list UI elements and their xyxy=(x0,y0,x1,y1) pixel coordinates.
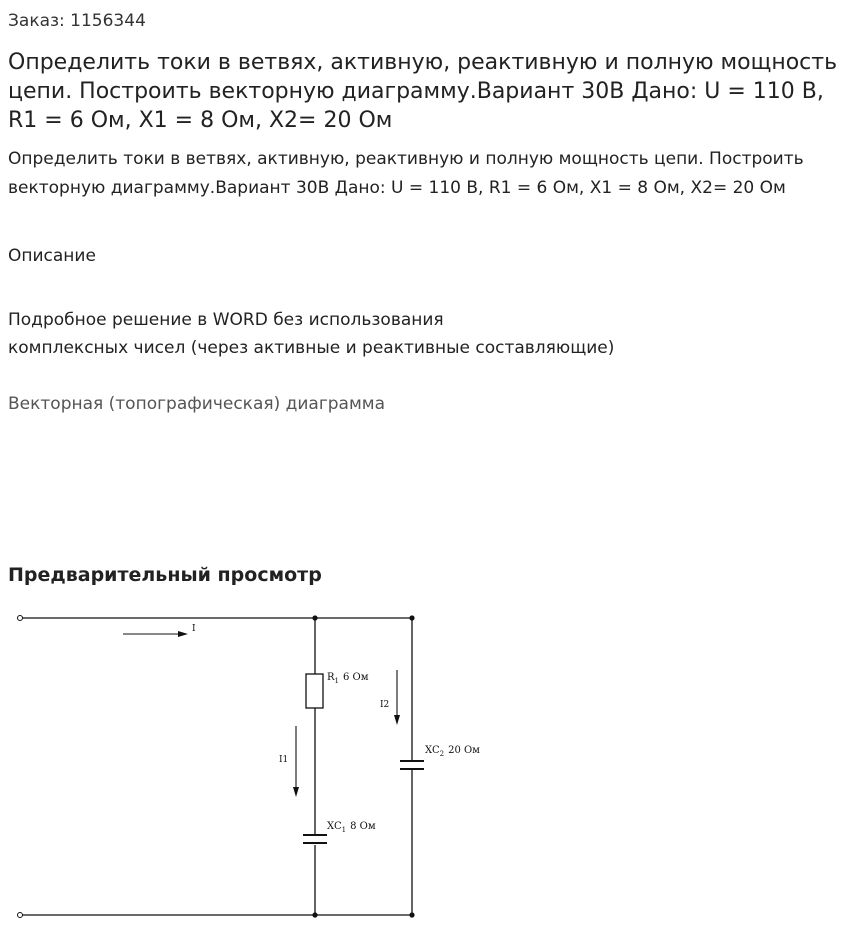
order-number: Заказ: 1156344 xyxy=(8,11,146,31)
capacitor-xc1 xyxy=(303,835,327,843)
node-top-right xyxy=(409,615,414,620)
terminal-bottom xyxy=(18,913,23,918)
description-line-1: Подробное решение в WORD без использования xyxy=(8,310,444,330)
resistor-r1 xyxy=(306,674,323,708)
diagram-note: Векторная (топографическая) диаграмма xyxy=(8,394,386,414)
current-arrow-branch2 xyxy=(394,670,400,725)
capacitor-xc2 xyxy=(400,761,424,769)
page-title: Определить токи в ветвях, активную, реактивную и полную мощность цепи. Построить векторную диаграмму.Вариант 30В Дано: U = 110 В, R1 = 6 Ом, X1 = 8 Ом, X2= 20 Ом xyxy=(8,50,838,133)
current-arrow-main xyxy=(123,631,188,637)
description-line-2: комплексных чисел (через активные и реактивные составляющие) xyxy=(8,338,615,358)
current-arrow-branch1 xyxy=(293,726,299,797)
current-label-branch2: I2 xyxy=(380,700,390,710)
terminal-top xyxy=(18,616,23,621)
circuit-diagram xyxy=(0,600,520,930)
task-intro: Определить токи в ветвях, активную, реактивную и полную мощность цепи. Построить векторную диаграмму.Вариант 30В Дано: U = 110 В, R1 = 6 Ом, X1 = 8 Ом, X2= 20 Ом xyxy=(8,149,804,198)
description-heading: Описание xyxy=(8,246,96,266)
r1-label: $R_1$ 6 Ом xyxy=(327,672,369,685)
preview-heading: Предварительный просмотр xyxy=(8,564,322,586)
circuit-wires xyxy=(22,618,412,915)
current-label-main: I xyxy=(192,624,196,634)
node-bottom-right xyxy=(409,912,414,917)
xc2-label: $XC_2$ 20 Ом xyxy=(425,745,480,758)
node-bottom-left xyxy=(312,912,317,917)
xc1-label: $XC_1$ 8 Ом xyxy=(327,821,376,834)
current-label-branch1: I1 xyxy=(279,755,289,765)
node-top-left xyxy=(312,615,317,620)
